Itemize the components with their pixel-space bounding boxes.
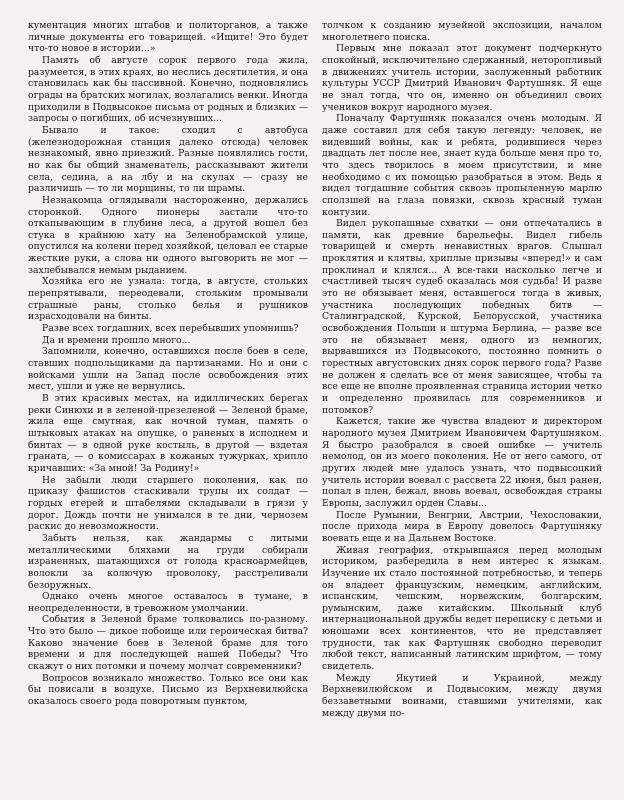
paragraph: Забыть нельзя, как жандармы с литыми металлическими бляхами на груди собирали израненных, шатающихся от голода красноармейцев, волокли за колючую проволоку, расстреливали безоружных. — [28, 532, 308, 591]
paragraph: Да и времени прошло много... — [42, 334, 191, 346]
paragraph: Однако очень многое оставалось в тумане, в неопределенности, в тревожном умолчании. — [28, 591, 308, 614]
paragraph: Память об августе сорок первого года жила, разумеется, в этих краях, но неслись десятилетия, и она становилась как бы пассивной. Конечно, подновлялись ограды на братских могилах, возлагались венки. Иногда приходили в Подвысокое письма от родных и близких — запросы о погибших, об исчезнувших... — [28, 54, 308, 125]
paragraph: Хозяйка его не узнала: тогда, в августе, стольких перепрятывали, переодевали, стольким промывали страшные раны, столько белья и рушников израсходовали на бинты. — [28, 276, 308, 323]
paragraph: После Румынии, Венгрии, Австрии, Чехословакии, после прихода мира в Европу довелось Фартушняку воевать еще и на Дальнем Востоке. — [322, 509, 602, 544]
paragraph: Живая география, открывшаяся перед молодым историком, разбередила в нем интерес к языкам. Изучение их стало постоянной потребностью, и теперь он владеет французским, немецким, английским, испанским, чешским, норвежским, болгарским, румынским, даже китайским. Школьный клуб интернациональной дружбы ведет переписку с детьми и юношами всех континентов, что не представляет трудности, так как Фартушняк свободно переводит любой текст, написанный латинским шрифтом, — тому свидетель. — [322, 544, 602, 673]
paragraph: Первым мне показал этот документ подчеркнуто спокойный, исключительно сдержанный, неторопливый в движениях учитель истории, заслуженный работник культуры УССР Дмитрий Иванович Фартушняк. Я еще не знал тогда, что он, именно он объединил своих учеников вокруг народного музея. — [322, 43, 602, 113]
paragraph: толчком к созданию музейной экспозиции, началом многолетнего поиска. — [322, 20, 602, 43]
paragraph: Бывало и такое: сходил с автобуса (железнодорожная станция далеко отсюда) человек незнакомый, явно приезжий. Разные появлялись гости, но как бы общий знаменатель, рассказывают жители села, седина, а на лбу и на скулах — сразу не различишь — то ли морщины, то ли шрамы. — [28, 124, 308, 195]
right-column — [322, 20, 602, 790]
paragraph: Разве всех тогдашних, всех перебывших упомнишь? — [42, 323, 299, 335]
paragraph: В этих красивых местах, на идиллических берегах реки Синюхи и в зеленой-презеленой — Зеленой браме, жила еще смутная, как ночной туман, память о штыковых атаках на опушке, о раненых в исподнем и бинтах — в одной руке костыль, в другой — вздетая граната, — о комиссарах в кожаных тужурках, хрипло кричавших: «За мной! За Родину!» — [28, 393, 308, 474]
paragraph: Запомнили, конечно, оставшихся после боев в селе, ставших подпольщиками да партизанами. Но и они с войсками ушли на Запад после освобождения этих мест, ушли и уже не вернулись. — [28, 346, 308, 393]
paragraph: События в Зеленой браме толковались по-разному. Что это было — дикое побоище или героическая битва? Каково значение боев в Зеленой браме для того времени и для последующей нашей Победы? Что скажут о них потомки и почему молчат современники? — [28, 614, 308, 673]
paragraph: кументация многих штабов и политорганов, а также личные документы его товарищей. «Ищите! Это будет что-то новое в истории...» — [28, 20, 308, 55]
paragraph: Вопросов возникало множество. Только все они как бы повисали в воздухе. Письмо из Верхневилюйска оказалось своего рода поворотным пунктом, — [28, 672, 308, 708]
paragraph: Незнакомца оглядывали настороженно, держались сторонкой. Одного пионеры застали что-то откапывающим в глубине леса, а другой вошел без стука в крайнюю хату на Зеленобрамской улице, опустился на колени перед хозяйкой, целовал ее старые жесткие руки, а слова ни одного выговорить не мог — захлебывался немым рыданием. — [28, 194, 308, 276]
paragraph: Поначалу Фартушняк показался очень молодым. Я даже составил для себя такую легенду: человек, не видевший войны, как и ребята, родившиеся через двадцать лет после нее, знает куда больше меня про то, что здесь творилось в моем присутствии, и мне необходимо с их помощью разобраться в этом. Ведь я видел тогдашние события сквозь пропыленную марлю сползшей на глаза повязки, сквозь красный туман контузии. — [322, 113, 602, 218]
paragraph: Видел рукопашные схватки — они отпечатались в памяти, как древние барельефы. Видел гибель товарищей и смерть ненавистных врагов. Слышал проклятия и клятвы, хриплые призывы «вперед!» и сам проклинал и клялся... А все-таки насколько легче и счастливей тысяч судеб оказалась моя судьба! И разве это не обязывает меня, оставшегося тогда в живых, участника последующих победных битв — Сталинградской, Курской, Белорусской, участника освобождения Польши и штурма Берлина, — разве все это не обязывает меня, одного из немногих, вырвавшихся из Подвысокого, постоянно помнить о горестных августовских днях сорок первого года? Разве не должен я сделать все от меня зависящее, чтобы та все еще не вполне проявленная страница истории четко и определенно проявилась для современников и потомков? — [322, 218, 602, 416]
paragraph: Кажется, такие же чувства владеют и директором народного музея Дмитрием Ивановичем Фартушняком. Я быстро разобрался в своей ошибке — учитель немолод, он из моего поколения. Не от него самого, от других людей мне удалось узнать, что подвысоцкий учитель истории воевал с рассвета 22 июня, был ранен, попал в плен, бежал, вновь воевал, освобождая страны Европы, заслужил орден Славы... — [322, 416, 602, 509]
paragraph: Между Якутией и Украиной, между Верхневилюйском и Подвысоким, между двумя беззаветными воинами, ставшими учителями, как между двумя по- — [322, 672, 602, 719]
left-column — [28, 20, 308, 790]
paragraph: Не забыли люди старшего поколения, как по приказу фашистов стаскивали трупы их солдат — гордых егерей и штабелями складывали в грязи у дорог. Дождь почти не унимался в те дни, чернозем раскис до невозможности. — [28, 474, 308, 533]
